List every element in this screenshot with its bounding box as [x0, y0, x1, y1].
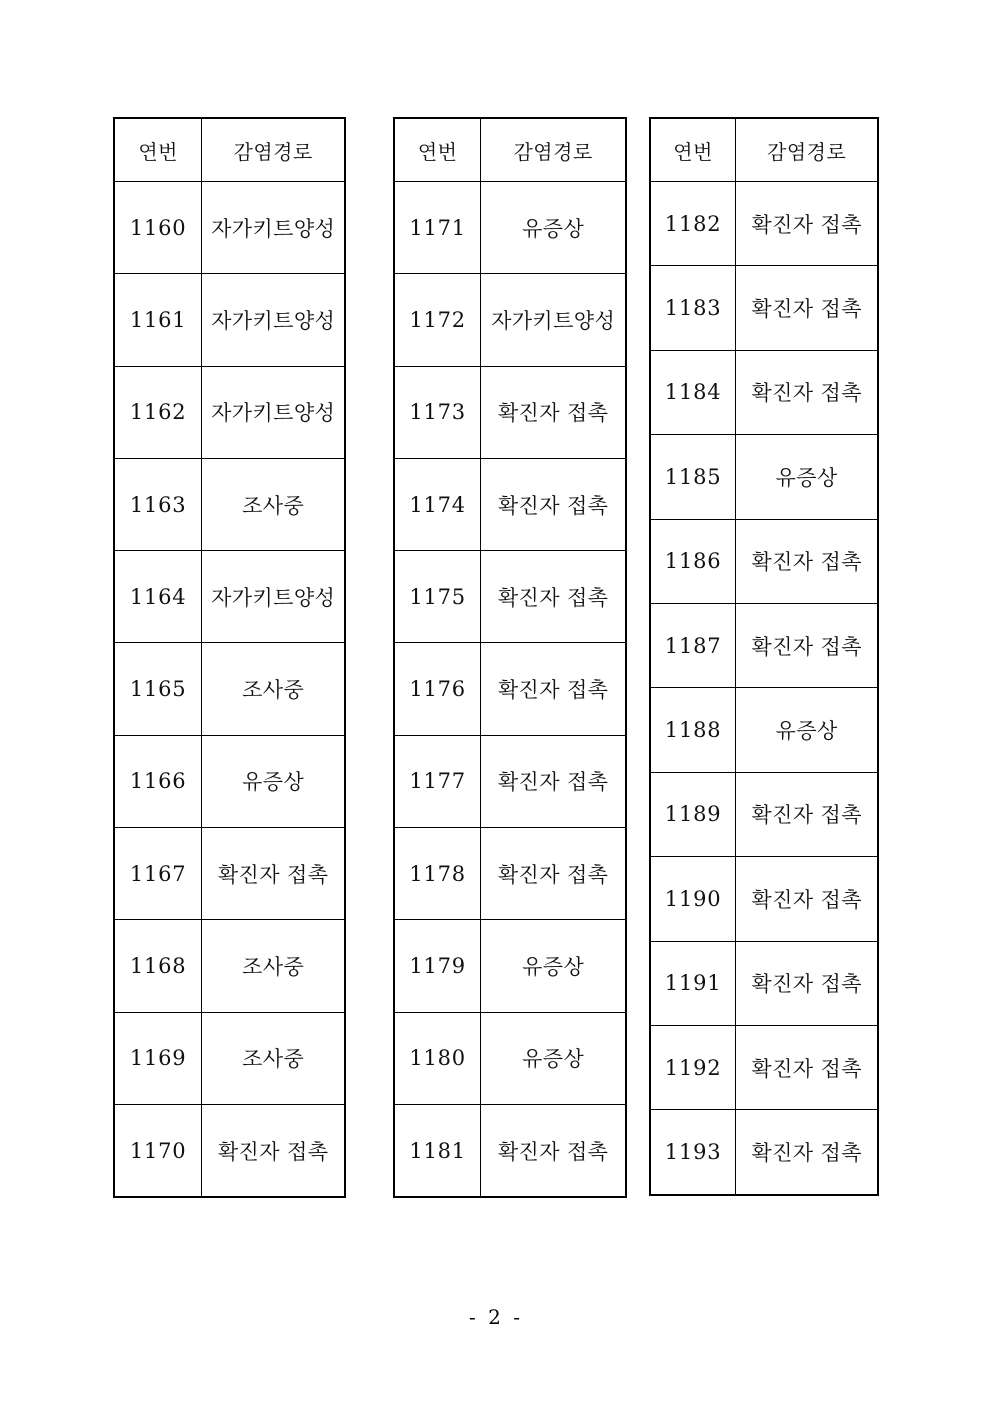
cell-route: 확진자 접촉: [481, 828, 626, 920]
cell-serial: 1193: [650, 1110, 736, 1195]
table-row: [114, 1012, 345, 1104]
table-row: [394, 182, 626, 274]
table-1-header: [114, 118, 345, 182]
table-row: [114, 643, 345, 735]
table-row: [394, 551, 626, 643]
cell-serial: 1160: [114, 182, 202, 274]
table-row: [650, 435, 878, 519]
cell-serial: 1166: [114, 735, 202, 827]
tables-container: [113, 117, 879, 1198]
cell-route: 자가키트양성: [202, 366, 345, 458]
cell-serial: 1192: [650, 1025, 736, 1109]
cell-serial: 1176: [394, 643, 481, 735]
table-row: [650, 350, 878, 434]
cell-serial: 1168: [114, 920, 202, 1012]
table-row: [650, 1025, 878, 1109]
table-row: [114, 1104, 345, 1197]
cell-route: 조사중: [202, 1012, 345, 1104]
cell-route: 확진자 접촉: [736, 1110, 878, 1195]
table-1-body: [114, 182, 345, 1198]
cell-route: 조사중: [202, 920, 345, 1012]
column-header-route: 감염경로: [736, 118, 878, 182]
cell-route: 유증상: [481, 920, 626, 1012]
table-row: [650, 519, 878, 603]
cell-route: 자가키트양성: [202, 551, 345, 643]
cell-route: 확진자 접촉: [736, 1025, 878, 1109]
cell-serial: 1165: [114, 643, 202, 735]
table-3-header: [650, 118, 878, 182]
cell-route: 자가키트양성: [202, 182, 345, 274]
cell-route: 확진자 접촉: [736, 266, 878, 350]
cell-route: 자가키트양성: [202, 274, 345, 366]
cell-serial: 1173: [394, 366, 481, 458]
cell-route: 확진자 접촉: [481, 458, 626, 550]
table-row: [394, 735, 626, 827]
table-row: [394, 1012, 626, 1104]
column-header-serial: 연번: [650, 118, 736, 182]
table-block-1: [113, 117, 346, 1198]
cell-serial: 1182: [650, 182, 736, 266]
cell-route: 확진자 접촉: [481, 643, 626, 735]
cell-route: 확진자 접촉: [481, 1104, 626, 1197]
infection-route-table-3: [649, 117, 879, 1196]
table-row: [394, 366, 626, 458]
cell-serial: 1178: [394, 828, 481, 920]
column-header-route: 감염경로: [481, 118, 626, 182]
cell-route: 확진자 접촉: [481, 551, 626, 643]
cell-serial: 1171: [394, 182, 481, 274]
cell-route: 조사중: [202, 643, 345, 735]
table-row: [650, 603, 878, 687]
table-row: [394, 643, 626, 735]
table-row: [650, 857, 878, 941]
cell-serial: 1167: [114, 828, 202, 920]
table-2-body: [394, 182, 626, 1198]
table-row: [114, 828, 345, 920]
cell-route: 확진자 접촉: [202, 828, 345, 920]
table-header-row: [394, 118, 626, 182]
table-row: [394, 458, 626, 550]
table-row: [114, 735, 345, 827]
cell-route: 확진자 접촉: [202, 1104, 345, 1197]
cell-serial: 1189: [650, 772, 736, 856]
cell-serial: 1183: [650, 266, 736, 350]
cell-route: 유증상: [481, 1012, 626, 1104]
cell-serial: 1170: [114, 1104, 202, 1197]
cell-route: 확진자 접촉: [736, 772, 878, 856]
cell-route: 확진자 접촉: [736, 350, 878, 434]
table-row: [650, 688, 878, 772]
table-row: [114, 458, 345, 550]
cell-route: 조사중: [202, 458, 345, 550]
cell-route: 유증상: [481, 182, 626, 274]
table-3-body: [650, 182, 878, 1195]
cell-route: 확진자 접촉: [736, 519, 878, 603]
cell-serial: 1174: [394, 458, 481, 550]
table-row: [114, 551, 345, 643]
table-row: [650, 941, 878, 1025]
table-header-row: [114, 118, 345, 182]
cell-route: 확진자 접촉: [481, 735, 626, 827]
table-row: [114, 182, 345, 274]
cell-route: 자가키트양성: [481, 274, 626, 366]
cell-serial: 1162: [114, 366, 202, 458]
table-2-header: [394, 118, 626, 182]
cell-route: 확진자 접촉: [736, 182, 878, 266]
cell-serial: 1169: [114, 1012, 202, 1104]
cell-serial: 1179: [394, 920, 481, 1012]
table-row: [650, 1110, 878, 1195]
cell-route: 유증상: [736, 435, 878, 519]
cell-serial: 1164: [114, 551, 202, 643]
table-row: [394, 274, 626, 366]
cell-serial: 1180: [394, 1012, 481, 1104]
table-row: [114, 274, 345, 366]
cell-route: 확진자 접촉: [481, 366, 626, 458]
cell-route: 유증상: [736, 688, 878, 772]
cell-serial: 1187: [650, 603, 736, 687]
column-header-serial: 연번: [394, 118, 481, 182]
column-header-route: 감염경로: [202, 118, 345, 182]
cell-serial: 1161: [114, 274, 202, 366]
cell-serial: 1163: [114, 458, 202, 550]
cell-route: 확진자 접촉: [736, 941, 878, 1025]
table-row: [650, 266, 878, 350]
cell-serial: 1191: [650, 941, 736, 1025]
table-row: [650, 772, 878, 856]
table-row: [394, 920, 626, 1012]
table-row: [394, 828, 626, 920]
cell-serial: 1186: [650, 519, 736, 603]
cell-serial: 1172: [394, 274, 481, 366]
infection-route-table-1: [113, 117, 346, 1198]
infection-route-table-2: [393, 117, 627, 1198]
cell-serial: 1188: [650, 688, 736, 772]
cell-serial: 1177: [394, 735, 481, 827]
cell-route: 확진자 접촉: [736, 603, 878, 687]
table-row: [114, 920, 345, 1012]
table-row: [650, 182, 878, 266]
cell-serial: 1190: [650, 857, 736, 941]
page-number-footer: - 2 -: [469, 1305, 523, 1329]
table-header-row: [650, 118, 878, 182]
cell-route: 유증상: [202, 735, 345, 827]
column-header-serial: 연번: [114, 118, 202, 182]
cell-serial: 1175: [394, 551, 481, 643]
cell-serial: 1181: [394, 1104, 481, 1197]
cell-serial: 1184: [650, 350, 736, 434]
cell-route: 확진자 접촉: [736, 857, 878, 941]
table-block-3: [649, 117, 879, 1196]
table-block-2: [393, 117, 627, 1198]
table-row: [394, 1104, 626, 1197]
cell-serial: 1185: [650, 435, 736, 519]
table-row: [114, 366, 345, 458]
